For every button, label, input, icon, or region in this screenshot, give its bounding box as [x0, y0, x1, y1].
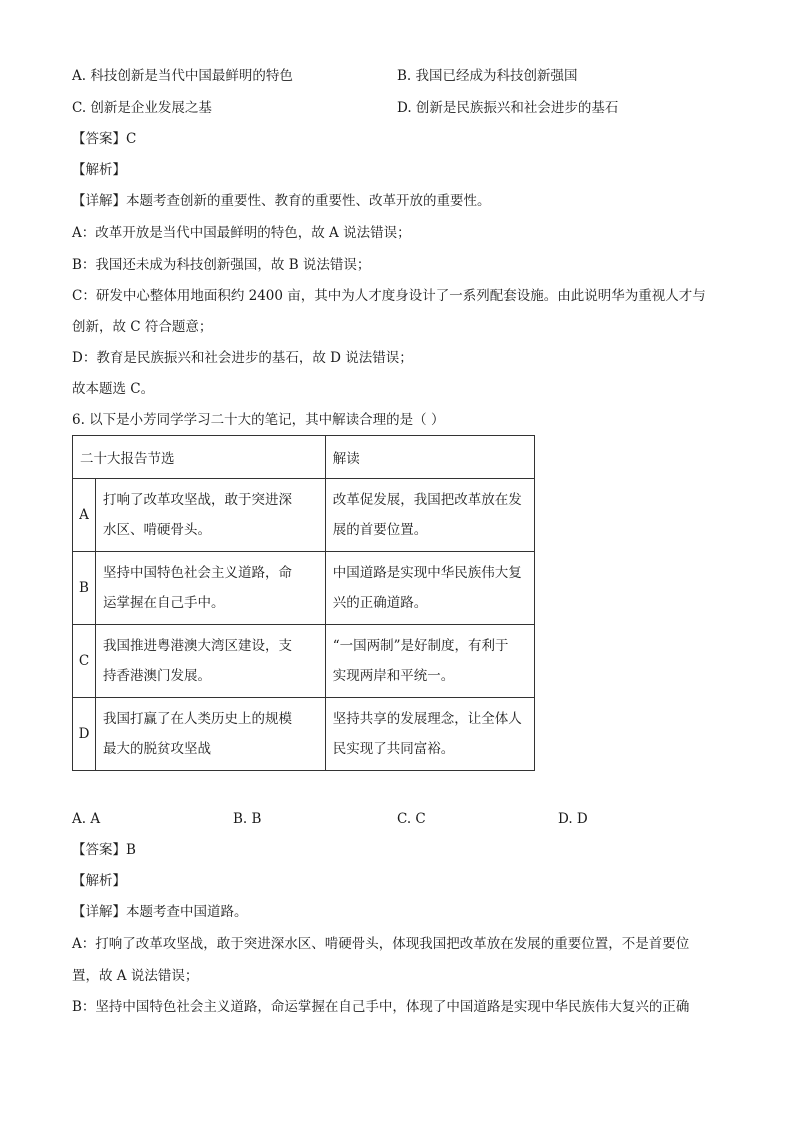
row-letter: D	[73, 698, 96, 771]
table-header-excerpt: 二十大报告节选	[73, 436, 326, 479]
excerpt-cell: 我国推进粤港澳大湾区建设，支 持香港澳门发展。	[96, 625, 326, 698]
explanation-line: B：我国还未成为科技创新强国，故 B 说法错误；	[72, 257, 371, 273]
interpretation-cell: 中国道路是实现中华民族伟大复 兴的正确道路。	[325, 552, 534, 625]
analysis-label: 【解析】	[72, 162, 126, 178]
option-a: A. A	[72, 811, 101, 827]
row-letter: B	[73, 552, 96, 625]
notes-table	[72, 435, 535, 771]
explanation-line: D：教育是民族振兴和社会进步的基石，故 D 说法错误；	[72, 350, 413, 366]
explanation-line: 故本题选 C。	[72, 381, 155, 397]
explanation-line: 创新，故 C 符合题意；	[72, 319, 213, 335]
answer-label: 【答案】C	[72, 131, 137, 147]
option-d: D. D	[558, 811, 588, 827]
explanation-line: A：改革开放是当代中国最鲜明的特色，故 A 说法错误；	[72, 225, 411, 241]
explanation-line: C：研发中心整体用地面积约 2400 亩，其中为人才度身设计了一系列配套设施。由此说明华为重视人才与	[72, 288, 706, 304]
option-a: A. 科技创新是当代中国最鲜明的特色	[72, 68, 293, 84]
explanation-line: 置，故 A 说法错误；	[72, 968, 199, 984]
table-row	[73, 625, 535, 698]
interpretation-cell: “一国两制”是好制度，有利于 实现两岸和平统一。	[325, 625, 534, 698]
option-c: C. C	[397, 811, 426, 827]
detail-text: 【详解】本题考查中国道路。	[72, 904, 248, 920]
excerpt-cell: 坚持中国特色社会主义道路，命 运掌握在自己手中。	[96, 552, 326, 625]
row-letter: C	[73, 625, 96, 698]
question-stem: 6. 以下是小芳同学学习二十大的笔记，其中解读合理的是（ ）	[72, 412, 445, 428]
excerpt-cell: 打响了改革攻坚战，敢于突进深 水区、啃硬骨头。	[96, 479, 326, 552]
table-header-row	[73, 436, 535, 479]
table-row	[73, 552, 535, 625]
option-b: B. B	[233, 811, 262, 827]
interpretation-cell: 改革促发展，我国把改革放在发 展的首要位置。	[325, 479, 534, 552]
explanation-line: A：打响了改革攻坚战，敢于突进深水区、啃硬骨头，体现我国把改革放在发展的重要位置，不是首要位	[72, 936, 690, 952]
option-b: B. 我国已经成为科技创新强国	[397, 68, 578, 84]
analysis-label: 【解析】	[72, 873, 126, 889]
detail-text: 【详解】本题考查创新的重要性、教育的重要性、改革开放的重要性。	[72, 193, 491, 209]
interpretation-cell: 坚持共享的发展理念，让全体人 民实现了共同富裕。	[325, 698, 534, 771]
option-d: D. 创新是民族振兴和社会进步的基石	[397, 100, 619, 116]
table-row	[73, 698, 535, 771]
option-c: C. 创新是企业发展之基	[72, 100, 212, 116]
table-header-interpretation: 解读	[325, 436, 534, 479]
explanation-line: B：坚持中国特色社会主义道路，命运掌握在自己手中，体现了中国道路是实现中华民族伟大复兴的正确	[72, 999, 690, 1015]
excerpt-cell: 我国打赢了在人类历史上的规模 最大的脱贫攻坚战	[96, 698, 326, 771]
row-letter: A	[73, 479, 96, 552]
table-row	[73, 479, 535, 552]
answer-label: 【答案】B	[72, 842, 136, 858]
